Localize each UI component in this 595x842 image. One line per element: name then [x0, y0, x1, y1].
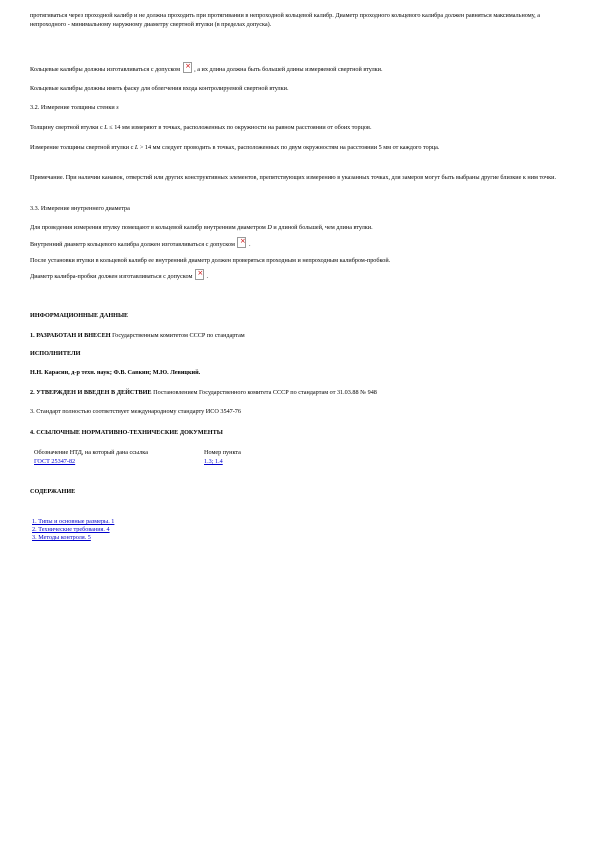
paragraph-text: , а их длина должна быть большей длины измеряемой свертной втулки.	[194, 66, 383, 73]
paragraph-text: Толщину свертной втулки с	[30, 124, 103, 131]
paragraph-text: > 14 мм следует проводить в точках, расположенных по двум окружностям на расстоянии 5 мм от каждого торца.	[139, 144, 440, 151]
executors-title	[30, 350, 570, 359]
table-cell	[202, 458, 243, 467]
toc-item	[32, 534, 114, 542]
paragraph-text: ≤ 14 мм измеряют в точках, расположенных по окружности на равном расстоянии от обоих торцов.	[109, 124, 372, 131]
references-table	[32, 449, 243, 467]
paragraph-thickness-short	[30, 124, 570, 133]
toc-link[interactable]: 1. Типы и основные размеры. 1	[32, 518, 115, 525]
paragraph-text: .	[206, 273, 208, 280]
broken-image-icon	[183, 62, 192, 73]
table-of-contents	[32, 518, 114, 542]
heading-text: 3.2. Измерение толщины стенки	[30, 104, 115, 111]
variable-l: L	[104, 124, 108, 131]
variable-d: D	[267, 224, 272, 231]
toc-item	[32, 526, 114, 534]
toc-link[interactable]: 2. Технические требования. 4	[32, 526, 110, 533]
paragraph-calibre-through: протягиваться через проходной калибр и не должна проходить при протягивании в непроходной кольцевой калибр. Диаметр проходного кольцевого калибра должен равняться максимальному, а непроходного - минимальному наружному диаметру свертной втулки (в пределах допуска).	[30, 12, 540, 28]
paragraph-thickness-long	[30, 144, 570, 153]
info-approved	[30, 389, 570, 398]
table-row	[32, 458, 243, 467]
executors-title-text: ИСПОЛНИТЕЛИ	[30, 350, 81, 357]
paragraph-text: Внутренний диаметр кольцевого калибра должен изготавливаться с допуском	[30, 241, 235, 248]
toc-title-text: СОДЕРЖАНИЕ	[30, 488, 76, 495]
info-title-text: ИНФОРМАЦИОННЫЕ ДАННЫЕ	[30, 312, 129, 319]
paragraph-note: Примечание. При наличии канавок, отверстий или других конструктивных элементов, препятствующих измерению в указанных точках, для замеров могут быть выбраны другие близкие к ним точки.	[30, 174, 557, 181]
info-iso: 3. Стандарт полностью соответствует международному стандарту ИСО 3547-76	[30, 408, 241, 415]
executors-list	[30, 369, 570, 378]
info-refs-title	[30, 429, 570, 438]
section-heading-3-2	[30, 104, 570, 113]
toc-item	[32, 518, 114, 526]
table-cell	[32, 458, 202, 467]
toc-link[interactable]: 3. Методы контроля. 5	[32, 534, 91, 541]
reference-link[interactable]: ГОСТ 25347-82	[34, 458, 76, 465]
table-header-row	[32, 449, 243, 458]
info-developed	[30, 332, 570, 341]
paragraph-text: Диаметр калибра-пробки должен изготавливаться с допуском	[30, 273, 193, 280]
paragraph-plug-tolerance	[30, 269, 570, 282]
paragraph-text: .	[248, 241, 251, 248]
paragraph-text: Для проведения измерения втулку помещают в кольцевой калибр внутренним диаметром	[30, 224, 266, 231]
info-developed-text: Государственным комитетом СССР по стандартам	[112, 332, 245, 339]
info-approved-label: 2. УТВЕРЖДЕН И ВВЕДЕН В ДЕЙСТВИЕ	[30, 389, 152, 396]
info-refs-title-text: 4. ССЫЛОЧНЫЕ НОРМАТИВНО-ТЕХНИЧЕСКИЕ ДОКУМЕНТЫ	[30, 429, 223, 436]
table-header-cell: Номер пункта	[204, 449, 241, 456]
paragraph-calibre-inner-tolerance	[30, 237, 570, 250]
paragraph-plug-gauge: После установки втулки в кольцевой калибр ее внутренний диаметр должен проверяться проходным и непроходным калибром-пробкой.	[30, 257, 391, 264]
variable-l: L	[134, 144, 139, 151]
toc-title	[30, 488, 570, 497]
broken-image-icon	[195, 269, 204, 280]
paragraph-text: Кольцевые калибры должны изготавливаться с допуском	[30, 66, 181, 73]
clause-link[interactable]: 1.3; 1.4	[204, 458, 223, 465]
paragraph-calibre-tolerance	[30, 62, 570, 75]
info-approved-text: Постановлением Государственного комитета СССР по стандартам от 31.03.88 № 948	[153, 389, 377, 396]
variable-s: s	[116, 104, 119, 111]
paragraph-chamfer: Кольцевые калибры должны иметь фаску для облегчения входа контролируемой свертной втулки.	[30, 85, 289, 92]
paragraph-text: и длиной большей, чем длина втулки.	[273, 224, 373, 231]
info-title	[30, 312, 570, 321]
paragraph-inner-diameter	[30, 224, 570, 233]
table-header-cell: Обозначение НТД, на который дана ссылка	[34, 449, 148, 456]
section-heading-3-3: 3.3. Измерение внутреннего диаметра	[30, 205, 130, 212]
executors-text: Н.Н. Карасин, д-р техн. наук; Ф.В. Савкин; М.Ю. Левицкий.	[30, 369, 201, 376]
info-developed-label: 1. РАЗРАБОТАН И ВНЕСЕН	[30, 332, 111, 339]
broken-image-icon	[237, 237, 246, 248]
paragraph-text: Измерение толщины свертной втулки с	[30, 144, 134, 151]
